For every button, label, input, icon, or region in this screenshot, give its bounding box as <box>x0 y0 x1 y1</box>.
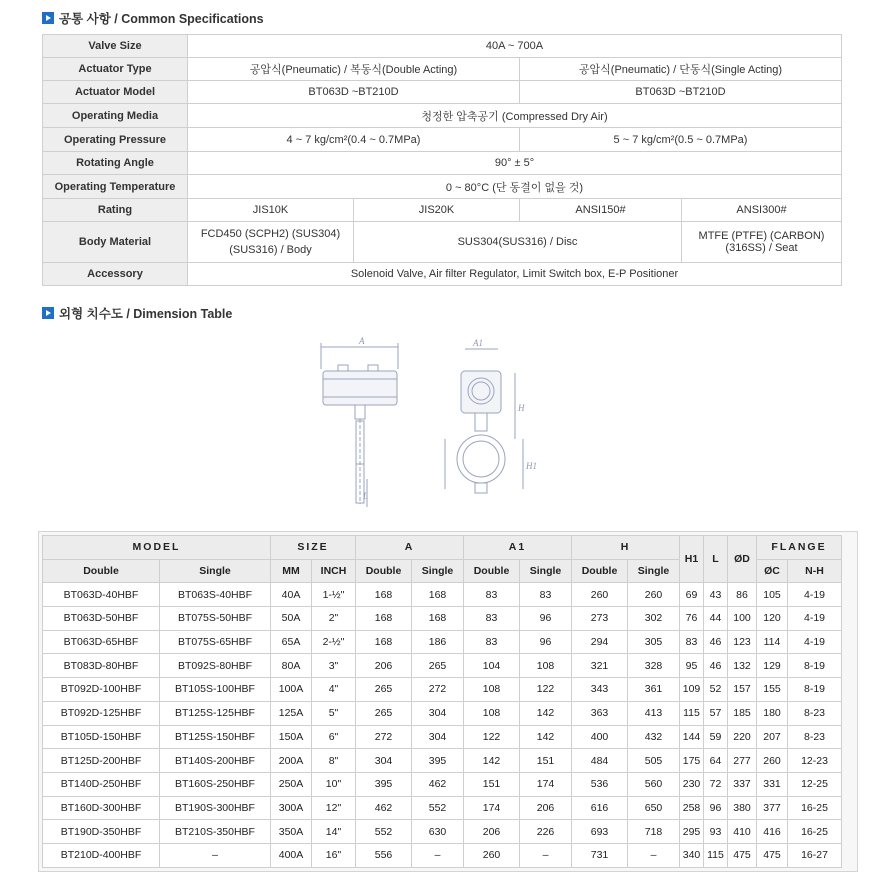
table-cell: 8-19 <box>788 678 842 702</box>
table-cell: 295 <box>680 820 704 844</box>
table-cell: 174 <box>464 796 520 820</box>
table-cell: BT125D-200HBF <box>43 749 160 773</box>
spec-value: 4 ~ 7 kg/cm²(0.4 ~ 0.7MPa) <box>188 128 520 152</box>
spec-row-rotating-angle <box>43 152 842 175</box>
col-group-size: SIZE <box>271 536 356 560</box>
table-cell: 377 <box>757 796 788 820</box>
table-cell: 109 <box>680 678 704 702</box>
table-cell: 416 <box>757 820 788 844</box>
table-cell: – <box>160 843 271 867</box>
spec-value: 공압식(Pneumatic) / 복동식(Double Acting) <box>188 58 520 81</box>
table-cell: 142 <box>464 749 520 773</box>
table-cell: 142 <box>520 701 572 725</box>
table-cell: 265 <box>412 654 464 678</box>
spec-row-operating-temperature <box>43 175 842 199</box>
table-cell: BT063D-65HBF <box>43 630 160 654</box>
table-cell: 8" <box>312 749 356 773</box>
table-cell: 174 <box>520 772 572 796</box>
table-cell: 14" <box>312 820 356 844</box>
table-cell: 132 <box>728 654 757 678</box>
spec-row-valve-size <box>43 35 842 58</box>
table-cell: 272 <box>356 725 412 749</box>
table-cell: BT125S-150HBF <box>160 725 271 749</box>
table-cell: 52 <box>704 678 728 702</box>
table-cell: 260 <box>628 583 680 607</box>
table-cell: 260 <box>757 749 788 773</box>
spec-row-operating-pressure <box>43 128 842 152</box>
table-cell: 57 <box>704 701 728 725</box>
table-cell: 556 <box>356 843 412 867</box>
table-cell: 475 <box>728 843 757 867</box>
table-cell: 96 <box>520 607 572 631</box>
table-cell: 4-19 <box>788 583 842 607</box>
table-cell: 100 <box>728 607 757 631</box>
table-cell: 8-19 <box>788 654 842 678</box>
spec-value: 청정한 압축공기 (Compressed Dry Air) <box>188 104 842 128</box>
table-cell: 693 <box>572 820 628 844</box>
table-cell: BT125S-125HBF <box>160 701 271 725</box>
table-cell: BT092D-125HBF <box>43 701 160 725</box>
table-cell: 168 <box>356 607 412 631</box>
table-cell: 200A <box>271 749 312 773</box>
dimension-table-body <box>43 583 842 867</box>
table-row <box>43 820 842 844</box>
col-size-inch: INCH <box>312 559 356 583</box>
spec-label: Operating Pressure <box>43 128 188 152</box>
table-cell: 123 <box>728 630 757 654</box>
table-cell: 168 <box>356 583 412 607</box>
spec-value: BT063D ~BT210D <box>520 81 842 104</box>
table-cell: 395 <box>356 772 412 796</box>
table-cell: BT210S-350HBF <box>160 820 271 844</box>
table-cell: 731 <box>572 843 628 867</box>
table-cell: 380 <box>728 796 757 820</box>
play-arrow-icon <box>42 12 54 24</box>
dim-label-l: L <box>363 491 369 501</box>
table-cell: 206 <box>464 820 520 844</box>
table-cell: 175 <box>680 749 704 773</box>
spec-value: JIS10K <box>188 199 354 222</box>
table-cell: 168 <box>412 607 464 631</box>
table-cell: 108 <box>520 654 572 678</box>
table-cell: 104 <box>464 654 520 678</box>
table-cell: 294 <box>572 630 628 654</box>
table-cell: 108 <box>464 678 520 702</box>
col-group-model: MODEL <box>43 536 271 560</box>
table-cell: 304 <box>412 701 464 725</box>
table-cell: 16-25 <box>788 796 842 820</box>
table-cell: BT140S-200HBF <box>160 749 271 773</box>
col-h-double: Double <box>572 559 628 583</box>
table-row <box>43 654 842 678</box>
spec-row-accessory <box>43 263 842 286</box>
valve-dimension-drawing <box>305 329 539 519</box>
table-cell: BT210D-400HBF <box>43 843 160 867</box>
table-cell: 40A <box>271 583 312 607</box>
table-cell: 250A <box>271 772 312 796</box>
spec-row-actuator-model <box>43 81 842 104</box>
spec-row-operating-media <box>43 104 842 128</box>
table-cell: 302 <box>628 607 680 631</box>
spec-value: 5 ~ 7 kg/cm²(0.5 ~ 0.7MPa) <box>520 128 842 152</box>
col-l: L <box>704 536 728 583</box>
table-cell: 220 <box>728 725 757 749</box>
table-cell: BT160D-300HBF <box>43 796 160 820</box>
col-a1-double: Double <box>464 559 520 583</box>
table-cell: 46 <box>704 654 728 678</box>
table-cell: BT140D-250HBF <box>43 772 160 796</box>
spec-label: Rating <box>43 199 188 222</box>
dim-label-a: A <box>359 336 365 346</box>
dim-label-h1: H1 <box>526 461 537 471</box>
table-cell: 5" <box>312 701 356 725</box>
table-cell: 400 <box>572 725 628 749</box>
table-cell: 100A <box>271 678 312 702</box>
spec-label: Accessory <box>43 263 188 286</box>
table-cell: 536 <box>572 772 628 796</box>
spec-value: BT063D ~BT210D <box>188 81 520 104</box>
table-cell: 340 <box>680 843 704 867</box>
spec-value: MTFE (PTFE) (CARBON) (316SS) / Seat <box>682 222 842 263</box>
table-cell: 65A <box>271 630 312 654</box>
table-cell: 105 <box>757 583 788 607</box>
col-group-h: H <box>572 536 680 560</box>
table-cell: 413 <box>628 701 680 725</box>
table-cell: 122 <box>464 725 520 749</box>
table-cell: 230 <box>680 772 704 796</box>
table-cell: 180 <box>757 701 788 725</box>
table-cell: 4" <box>312 678 356 702</box>
table-cell: 395 <box>412 749 464 773</box>
col-group-a: A <box>356 536 464 560</box>
table-cell: 206 <box>520 796 572 820</box>
table-cell: 144 <box>680 725 704 749</box>
spec-row-rating <box>43 199 842 222</box>
col-flange-nh: N-H <box>788 559 842 583</box>
table-cell: BT190S-300HBF <box>160 796 271 820</box>
table-cell: – <box>520 843 572 867</box>
table-cell: 1-½" <box>312 583 356 607</box>
table-row <box>43 772 842 796</box>
col-flange-oc: ØC <box>757 559 788 583</box>
spec-value: Solenoid Valve, Air filter Regulator, Limit Switch box, E-P Positioner <box>188 263 842 286</box>
table-cell: 93 <box>704 820 728 844</box>
table-row <box>43 678 842 702</box>
spec-value: 40A ~ 700A <box>188 35 842 58</box>
table-cell: 505 <box>628 749 680 773</box>
table-cell: 552 <box>356 820 412 844</box>
spec-label: Actuator Model <box>43 81 188 104</box>
table-cell: BT190D-350HBF <box>43 820 160 844</box>
table-cell: 16" <box>312 843 356 867</box>
col-h1: H1 <box>680 536 704 583</box>
table-cell: 142 <box>520 725 572 749</box>
table-cell: 83 <box>464 630 520 654</box>
table-cell: 718 <box>628 820 680 844</box>
table-cell: 157 <box>728 678 757 702</box>
table-cell: 12-25 <box>788 772 842 796</box>
table-cell: 150A <box>271 725 312 749</box>
spec-value: ANSI300# <box>682 199 842 222</box>
table-cell: 207 <box>757 725 788 749</box>
table-cell: BT105S-100HBF <box>160 678 271 702</box>
table-cell: 151 <box>520 749 572 773</box>
spec-label: Operating Temperature <box>43 175 188 199</box>
table-cell: 83 <box>520 583 572 607</box>
table-cell: 304 <box>356 749 412 773</box>
table-cell: 83 <box>680 630 704 654</box>
table-cell: 43 <box>704 583 728 607</box>
col-a1-single: Single <box>520 559 572 583</box>
table-cell: 72 <box>704 772 728 796</box>
table-cell: 96 <box>520 630 572 654</box>
table-cell: 59 <box>704 725 728 749</box>
table-cell: 410 <box>728 820 757 844</box>
table-cell: 260 <box>464 843 520 867</box>
table-cell: 120 <box>757 607 788 631</box>
table-cell: 115 <box>680 701 704 725</box>
spec-value: 공압식(Pneumatic) / 단동식(Single Acting) <box>520 58 842 81</box>
table-cell: 258 <box>680 796 704 820</box>
table-row <box>43 749 842 773</box>
dim-label-a1: A1 <box>473 338 483 348</box>
table-cell: BT083D-80HBF <box>43 654 160 678</box>
col-group-a1: A1 <box>464 536 572 560</box>
table-cell: 361 <box>628 678 680 702</box>
table-row <box>43 630 842 654</box>
table-cell: 96 <box>704 796 728 820</box>
table-cell: 115 <box>704 843 728 867</box>
table-cell: 69 <box>680 583 704 607</box>
table-cell: 265 <box>356 701 412 725</box>
spec-label: Valve Size <box>43 35 188 58</box>
spec-label: Body Material <box>43 222 188 263</box>
table-cell: 321 <box>572 654 628 678</box>
spec-label: Actuator Type <box>43 58 188 81</box>
table-cell: 475 <box>757 843 788 867</box>
table-cell: 95 <box>680 654 704 678</box>
table-cell: 630 <box>412 820 464 844</box>
table-cell: 76 <box>680 607 704 631</box>
table-cell: 337 <box>728 772 757 796</box>
spec-value: 0 ~ 80°C (단 동결이 없을 것) <box>188 175 842 199</box>
col-a-single: Single <box>412 559 464 583</box>
table-cell: BT075S-50HBF <box>160 607 271 631</box>
table-cell: 10" <box>312 772 356 796</box>
col-group-flange: FLANGE <box>757 536 842 560</box>
table-cell: 552 <box>412 796 464 820</box>
col-a-double: Double <box>356 559 412 583</box>
spec-value: ANSI150# <box>520 199 682 222</box>
table-cell: 462 <box>356 796 412 820</box>
table-cell: 2" <box>312 607 356 631</box>
table-cell: 12" <box>312 796 356 820</box>
col-h-single: Single <box>628 559 680 583</box>
table-cell: 273 <box>572 607 628 631</box>
table-cell: 328 <box>628 654 680 678</box>
table-cell: 168 <box>356 630 412 654</box>
table-cell: 350A <box>271 820 312 844</box>
table-cell: 277 <box>728 749 757 773</box>
spec-label: Operating Media <box>43 104 188 128</box>
table-row <box>43 701 842 725</box>
valve-drawing-svg <box>305 329 539 519</box>
table-cell: 3" <box>312 654 356 678</box>
table-cell: BT063S-40HBF <box>160 583 271 607</box>
dimension-table <box>42 535 842 868</box>
table-cell: 4-19 <box>788 607 842 631</box>
spec-value: SUS304(SUS316) / Disc <box>354 222 682 263</box>
table-cell: 46 <box>704 630 728 654</box>
table-cell: 343 <box>572 678 628 702</box>
table-cell: BT063D-50HBF <box>43 607 160 631</box>
table-cell: BT092S-80HBF <box>160 654 271 678</box>
table-cell: 129 <box>757 654 788 678</box>
table-cell: 305 <box>628 630 680 654</box>
dimension-table-panel <box>38 531 858 872</box>
table-cell: 260 <box>572 583 628 607</box>
table-cell: 44 <box>704 607 728 631</box>
play-arrow-icon <box>42 307 54 319</box>
table-cell: 432 <box>628 725 680 749</box>
col-model-single: Single <box>160 559 271 583</box>
table-cell: 114 <box>757 630 788 654</box>
table-cell: 86 <box>728 583 757 607</box>
spec-label: Rotating Angle <box>43 152 188 175</box>
table-cell: 122 <box>520 678 572 702</box>
table-cell: 462 <box>412 772 464 796</box>
table-cell: 16-25 <box>788 820 842 844</box>
table-cell: 64 <box>704 749 728 773</box>
table-cell: 186 <box>412 630 464 654</box>
table-row <box>43 607 842 631</box>
table-cell: 4-19 <box>788 630 842 654</box>
spec-row-actuator-type <box>43 58 842 81</box>
table-cell: 304 <box>412 725 464 749</box>
dim-section-title: 외형 치수도 / Dimension Table <box>42 304 232 322</box>
spec-table <box>42 34 842 286</box>
table-cell: 151 <box>464 772 520 796</box>
table-cell: 80A <box>271 654 312 678</box>
table-cell: 50A <box>271 607 312 631</box>
table-cell: 484 <box>572 749 628 773</box>
table-cell: 331 <box>757 772 788 796</box>
table-cell: – <box>628 843 680 867</box>
spec-value: FCD450 (SCPH2) (SUS304) (SUS316) / Body <box>188 222 354 263</box>
col-size-mm: MM <box>271 559 312 583</box>
table-cell: 400A <box>271 843 312 867</box>
col-od: ØD <box>728 536 757 583</box>
table-cell: – <box>412 843 464 867</box>
table-cell: 560 <box>628 772 680 796</box>
table-cell: 616 <box>572 796 628 820</box>
table-cell: 185 <box>728 701 757 725</box>
table-cell: 83 <box>464 607 520 631</box>
table-cell: 206 <box>356 654 412 678</box>
table-cell: 16-27 <box>788 843 842 867</box>
table-cell: 363 <box>572 701 628 725</box>
table-cell: BT075S-65HBF <box>160 630 271 654</box>
table-cell: 12-23 <box>788 749 842 773</box>
table-cell: 2-½" <box>312 630 356 654</box>
table-cell: 265 <box>356 678 412 702</box>
table-cell: 168 <box>412 583 464 607</box>
spec-row-body-material <box>43 222 842 263</box>
table-row <box>43 725 842 749</box>
table-cell: 8-23 <box>788 701 842 725</box>
table-cell: 226 <box>520 820 572 844</box>
spec-value: JIS20K <box>354 199 520 222</box>
table-row <box>43 796 842 820</box>
table-cell: 8-23 <box>788 725 842 749</box>
dim-header-row-groups <box>43 536 842 560</box>
table-cell: 300A <box>271 796 312 820</box>
col-model-double: Double <box>43 559 160 583</box>
table-cell: BT105D-150HBF <box>43 725 160 749</box>
table-cell: 272 <box>412 678 464 702</box>
table-cell: BT063D-40HBF <box>43 583 160 607</box>
table-cell: 83 <box>464 583 520 607</box>
table-cell: BT160S-250HBF <box>160 772 271 796</box>
table-cell: BT092D-100HBF <box>43 678 160 702</box>
spec-section-title: 공통 사항 / Common Specifications <box>42 9 264 27</box>
table-cell: 155 <box>757 678 788 702</box>
table-cell: 6" <box>312 725 356 749</box>
table-cell: 125A <box>271 701 312 725</box>
table-row <box>43 583 842 607</box>
spec-value: 90° ± 5° <box>188 152 842 175</box>
table-cell: 108 <box>464 701 520 725</box>
table-cell: 650 <box>628 796 680 820</box>
dim-label-h: H <box>518 403 525 413</box>
table-row <box>43 843 842 867</box>
